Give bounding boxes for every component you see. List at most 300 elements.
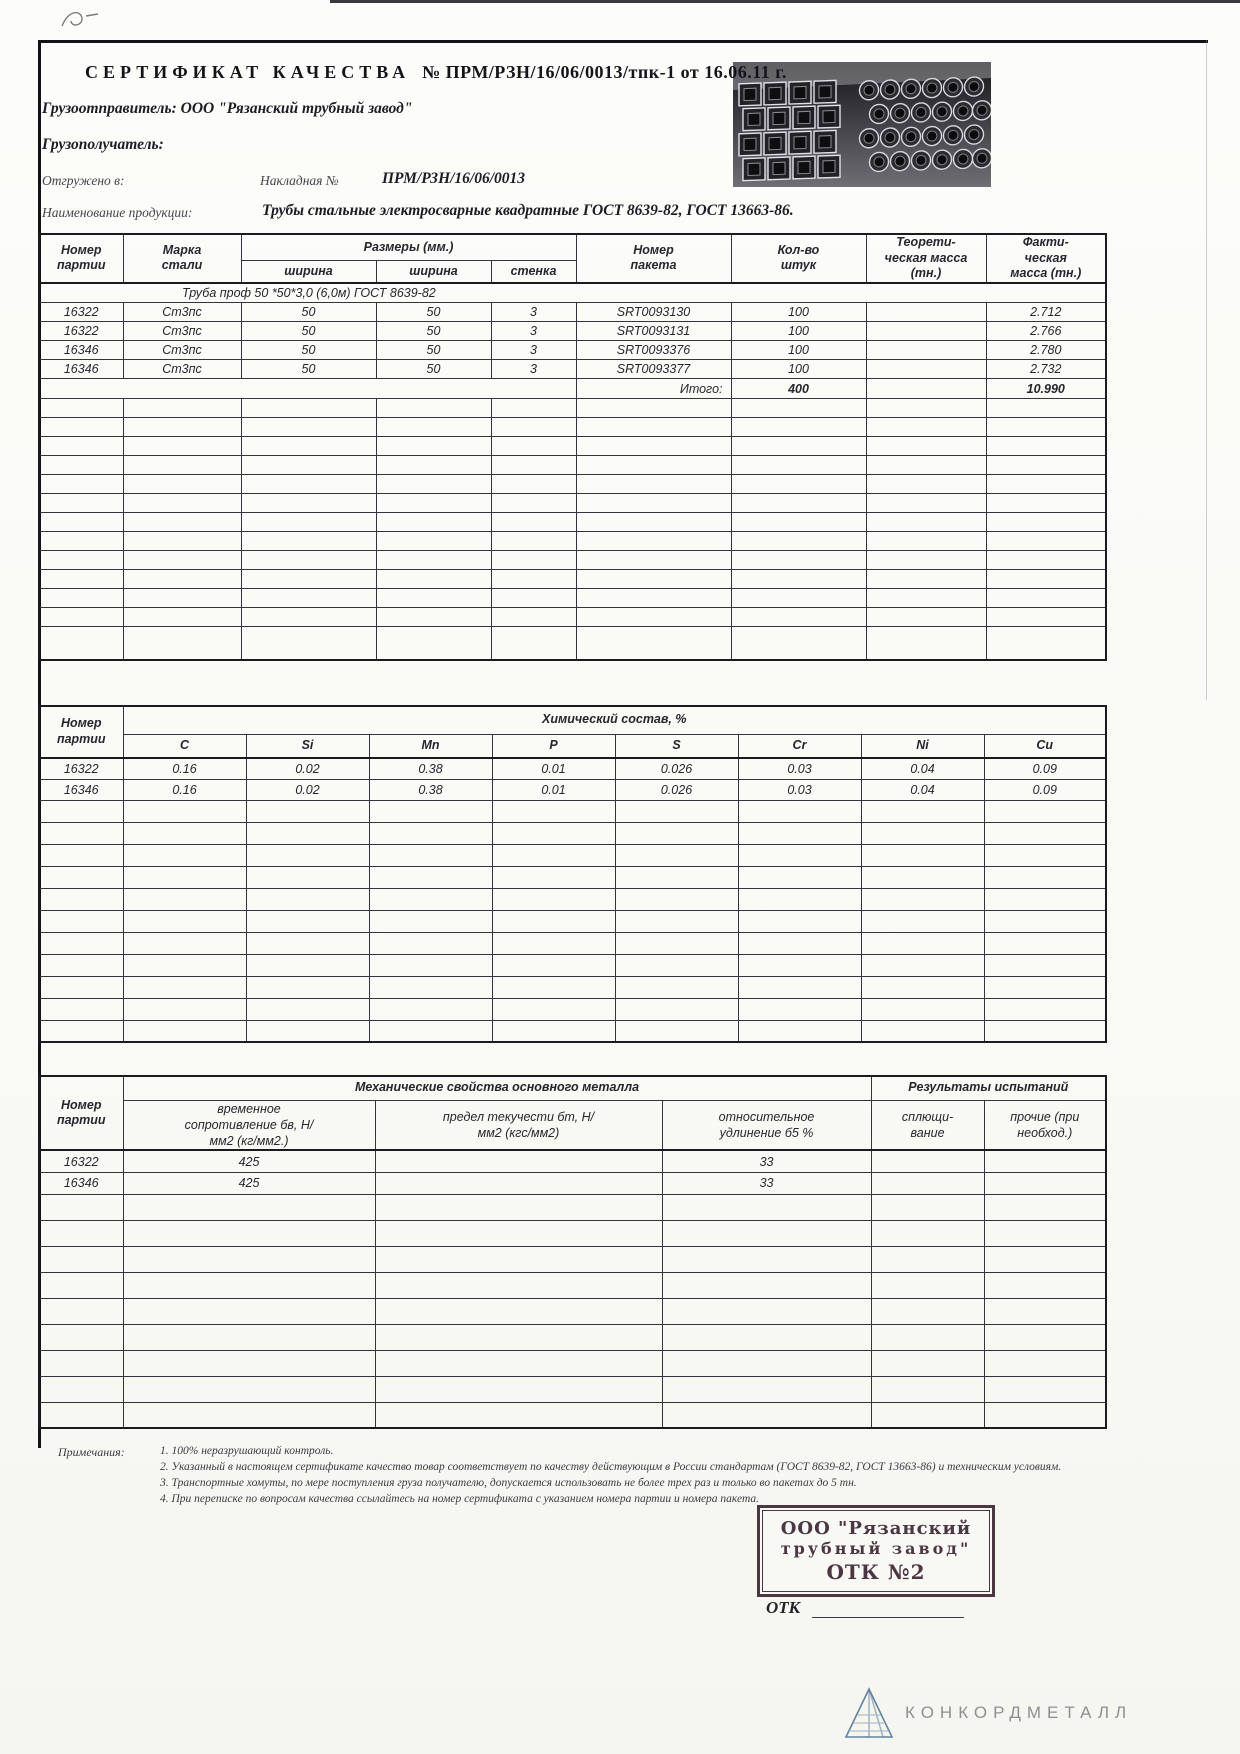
width2-cell: 50 xyxy=(376,322,491,341)
empty-cell xyxy=(576,456,731,475)
empty-row xyxy=(39,418,1106,437)
empty-cell xyxy=(662,1194,871,1220)
main-header-row-1 xyxy=(39,234,1106,260)
empty-cell xyxy=(984,800,1106,822)
empty-cell xyxy=(241,589,376,608)
pyramid-logo-icon xyxy=(843,1686,895,1740)
empty-cell xyxy=(123,418,241,437)
empty-cell xyxy=(375,1376,662,1402)
empty-row xyxy=(39,399,1106,418)
value-cell: 0.026 xyxy=(615,779,738,800)
total-theo-mass xyxy=(866,379,986,399)
fact-mass-cell: 2.780 xyxy=(986,341,1106,360)
empty-cell xyxy=(241,437,376,456)
empty-cell xyxy=(492,1020,615,1042)
yield-cell xyxy=(375,1150,662,1172)
empty-cell xyxy=(866,475,986,494)
empty-cell xyxy=(376,399,491,418)
other-cell xyxy=(984,1150,1106,1172)
empty-cell xyxy=(866,570,986,589)
empty-row xyxy=(39,1298,1106,1324)
table-row xyxy=(39,322,1106,341)
empty-cell xyxy=(492,888,615,910)
tensile-cell: 425 xyxy=(123,1172,375,1194)
empty-cell xyxy=(246,866,369,888)
empty-cell xyxy=(576,475,731,494)
empty-cell xyxy=(123,513,241,532)
empty-cell xyxy=(861,866,984,888)
empty-cell xyxy=(492,954,615,976)
empty-cell xyxy=(369,976,492,998)
stamp-line-2: трубный завод" xyxy=(780,1539,972,1559)
value-cell: 0.04 xyxy=(861,779,984,800)
empty-cell xyxy=(662,1298,871,1324)
empty-cell xyxy=(123,475,241,494)
empty-cell xyxy=(39,1194,123,1220)
empty-cell xyxy=(39,888,123,910)
empty-row xyxy=(39,844,1106,866)
empty-cell xyxy=(39,1272,123,1298)
package-cell: SRT0093376 xyxy=(576,341,731,360)
empty-cell xyxy=(986,532,1106,551)
empty-cell xyxy=(871,1350,984,1376)
empty-cell xyxy=(986,418,1106,437)
note-item: 1. 100% неразрушающий контроль. xyxy=(160,1445,334,1457)
empty-cell xyxy=(39,866,123,888)
empty-cell xyxy=(246,800,369,822)
width2-cell: 50 xyxy=(376,360,491,379)
scan-edge-artifact xyxy=(330,0,1240,3)
empty-cell xyxy=(39,532,123,551)
empty-cell xyxy=(866,513,986,532)
empty-cell xyxy=(871,1376,984,1402)
empty-cell xyxy=(376,475,491,494)
empty-cell xyxy=(986,570,1106,589)
empty-row xyxy=(39,494,1106,513)
empty-cell xyxy=(369,1020,492,1042)
empty-row xyxy=(39,570,1106,589)
empty-cell xyxy=(123,1272,375,1298)
empty-cell xyxy=(984,932,1106,954)
value-cell: 0.01 xyxy=(492,758,615,779)
empty-cell xyxy=(39,589,123,608)
empty-cell xyxy=(731,475,866,494)
empty-cell xyxy=(731,627,866,660)
otk-stamp xyxy=(757,1505,995,1597)
theo-mass-cell xyxy=(866,341,986,360)
konkordmetall-logo xyxy=(843,1686,1132,1740)
empty-cell xyxy=(866,627,986,660)
element-header-cr: Cr xyxy=(738,734,861,758)
empty-cell xyxy=(241,627,376,660)
empty-cell xyxy=(866,418,986,437)
tensile-cell: 425 xyxy=(123,1150,375,1172)
empty-row xyxy=(39,456,1106,475)
mechanical-table xyxy=(38,1075,1107,1429)
shipped-to-label: Отгружено в: xyxy=(42,173,125,188)
empty-cell xyxy=(615,976,738,998)
empty-cell xyxy=(375,1402,662,1428)
empty-cell xyxy=(491,399,576,418)
empty-cell xyxy=(731,399,866,418)
empty-cell xyxy=(376,589,491,608)
table-row xyxy=(39,779,1106,800)
empty-cell xyxy=(39,456,123,475)
empty-cell xyxy=(376,570,491,589)
empty-cell xyxy=(986,608,1106,627)
chem-group-header: Химический состав, % xyxy=(123,706,1106,734)
product-group-label: Труба проф 50 *50*3,0 (6,0м) ГОСТ 8639-82 xyxy=(39,283,1106,303)
empty-cell xyxy=(491,589,576,608)
empty-cell xyxy=(123,589,241,608)
empty-cell xyxy=(984,954,1106,976)
empty-cell xyxy=(986,589,1106,608)
empty-row xyxy=(39,608,1106,627)
empty-cell xyxy=(39,1220,123,1246)
batch-cell: 16346 xyxy=(39,360,123,379)
empty-cell xyxy=(576,418,731,437)
empty-row xyxy=(39,475,1106,494)
chemical-table xyxy=(38,705,1107,1043)
empty-cell xyxy=(376,437,491,456)
theo-mass-cell xyxy=(866,360,986,379)
empty-cell xyxy=(492,976,615,998)
shipper-label: Грузоотправитель: xyxy=(42,100,177,117)
fact-mass-cell: 2.766 xyxy=(986,322,1106,341)
empty-cell xyxy=(984,1298,1106,1324)
main-table xyxy=(38,233,1107,661)
empty-cell xyxy=(246,910,369,932)
empty-cell xyxy=(246,954,369,976)
empty-cell xyxy=(576,437,731,456)
empty-cell xyxy=(615,800,738,822)
empty-cell xyxy=(241,551,376,570)
empty-row xyxy=(39,932,1106,954)
empty-cell xyxy=(492,910,615,932)
empty-cell xyxy=(39,976,123,998)
total-fact-mass: 10.990 xyxy=(986,379,1106,399)
value-cell: 0.09 xyxy=(984,779,1106,800)
empty-cell xyxy=(491,608,576,627)
empty-cell xyxy=(39,1324,123,1350)
empty-cell xyxy=(369,800,492,822)
empty-row xyxy=(39,910,1106,932)
empty-cell xyxy=(39,475,123,494)
total-label: Итого: xyxy=(576,379,731,399)
flattening-cell xyxy=(871,1150,984,1172)
empty-cell xyxy=(375,1272,662,1298)
empty-row xyxy=(39,437,1106,456)
note-item: 2. Указанный в настоящем сертификате качество товар соответствует по качеству действующим в России стандартам (ГОСТ 8639-82, ГОСТ 13663-86) и техническим условиям. xyxy=(160,1461,1062,1473)
empty-row xyxy=(39,1194,1106,1220)
empty-cell xyxy=(39,822,123,844)
empty-cell xyxy=(738,932,861,954)
grade-cell: Ст3пс xyxy=(123,322,241,341)
empty-cell xyxy=(241,532,376,551)
empty-row xyxy=(39,1376,1106,1402)
empty-cell xyxy=(491,627,576,660)
empty-cell xyxy=(123,1376,375,1402)
empty-cell xyxy=(123,1298,375,1324)
empty-cell xyxy=(375,1298,662,1324)
empty-cell xyxy=(241,494,376,513)
empty-cell xyxy=(492,932,615,954)
empty-cell xyxy=(738,888,861,910)
empty-cell xyxy=(246,822,369,844)
element-header-c: C xyxy=(123,734,246,758)
empty-cell xyxy=(731,551,866,570)
empty-cell xyxy=(615,1020,738,1042)
col-width2-header: ширина xyxy=(376,260,491,282)
empty-cell xyxy=(376,494,491,513)
empty-cell xyxy=(738,800,861,822)
empty-cell xyxy=(123,608,241,627)
empty-row xyxy=(39,1220,1106,1246)
empty-cell xyxy=(376,532,491,551)
batch-cell: 16322 xyxy=(39,1150,123,1172)
other-tests-header: прочие (при необход.) xyxy=(984,1100,1106,1150)
signature-line xyxy=(812,1601,964,1618)
empty-row xyxy=(39,1324,1106,1350)
empty-cell xyxy=(39,1376,123,1402)
empty-cell xyxy=(123,1020,246,1042)
empty-cell xyxy=(376,513,491,532)
notes-label: Примечания: xyxy=(58,1445,125,1459)
mech-props-group-header: Механические свойства основного металла xyxy=(123,1076,871,1100)
qty-cell: 100 xyxy=(731,341,866,360)
width1-cell: 50 xyxy=(241,341,376,360)
value-cell: 0.16 xyxy=(123,779,246,800)
empty-cell xyxy=(662,1376,871,1402)
batch-cell: 16322 xyxy=(39,322,123,341)
width1-cell: 50 xyxy=(241,303,376,322)
empty-row xyxy=(39,1246,1106,1272)
empty-cell xyxy=(491,532,576,551)
empty-cell xyxy=(123,494,241,513)
note-item: 4. При переписке по вопросам качества ссылайтесь на номер сертификата с указанием номера партии и номера пакета. xyxy=(160,1493,760,1505)
empty-cell xyxy=(246,976,369,998)
empty-cell xyxy=(375,1220,662,1246)
empty-cell xyxy=(986,513,1106,532)
empty-cell xyxy=(123,570,241,589)
value-cell: 0.02 xyxy=(246,758,369,779)
empty-row xyxy=(39,800,1106,822)
empty-cell xyxy=(615,932,738,954)
empty-cell xyxy=(662,1402,871,1428)
empty-cell xyxy=(738,998,861,1020)
table-row xyxy=(39,303,1106,322)
waybill-value: ПРМ/РЗН/16/06/0013 xyxy=(382,170,526,187)
empty-cell xyxy=(984,1272,1106,1298)
empty-cell xyxy=(123,1220,375,1246)
empty-cell xyxy=(491,418,576,437)
empty-cell xyxy=(738,822,861,844)
empty-cell xyxy=(984,1246,1106,1272)
empty-cell xyxy=(369,910,492,932)
empty-cell xyxy=(861,844,984,866)
empty-cell xyxy=(246,888,369,910)
value-cell: 0.03 xyxy=(738,779,861,800)
empty-cell xyxy=(615,888,738,910)
elongation-cell: 33 xyxy=(662,1150,871,1172)
element-header-cu: Cu xyxy=(984,734,1106,758)
mech-tests-group-header: Результаты испытаний xyxy=(871,1076,1106,1100)
col-batch-header: Номер партии xyxy=(39,234,123,283)
empty-cell xyxy=(871,1298,984,1324)
empty-row xyxy=(39,627,1106,660)
empty-cell xyxy=(123,822,246,844)
col-theo-mass-header: Теорети-ческая масса (тн.) xyxy=(866,234,986,283)
empty-cell xyxy=(866,589,986,608)
empty-cell xyxy=(123,800,246,822)
empty-cell xyxy=(123,998,246,1020)
value-cell: 0.38 xyxy=(369,779,492,800)
mech-batch-header: Номер партии xyxy=(39,1076,123,1150)
empty-cell xyxy=(871,1272,984,1298)
empty-cell xyxy=(861,910,984,932)
empty-cell xyxy=(662,1324,871,1350)
empty-cell xyxy=(241,513,376,532)
empty-cell xyxy=(984,1350,1106,1376)
empty-cell xyxy=(576,399,731,418)
empty-cell xyxy=(861,954,984,976)
product-group-row xyxy=(39,283,1106,303)
empty-cell xyxy=(576,551,731,570)
page-title xyxy=(85,62,787,83)
empty-cell xyxy=(246,998,369,1020)
empty-cell xyxy=(375,1194,662,1220)
empty-cell xyxy=(375,1246,662,1272)
empty-cell xyxy=(662,1272,871,1298)
empty-cell xyxy=(738,844,861,866)
empty-cell xyxy=(576,494,731,513)
grade-cell: Ст3пс xyxy=(123,303,241,322)
consignee-label: Грузополучатель: xyxy=(42,136,164,153)
otk-signature xyxy=(766,1598,964,1618)
empty-cell xyxy=(576,627,731,660)
empty-cell xyxy=(39,437,123,456)
empty-cell xyxy=(731,456,866,475)
empty-cell xyxy=(866,608,986,627)
empty-cell xyxy=(241,475,376,494)
empty-cell xyxy=(615,910,738,932)
empty-cell xyxy=(984,1324,1106,1350)
empty-cell xyxy=(39,998,123,1020)
empty-cell xyxy=(986,399,1106,418)
empty-row xyxy=(39,513,1106,532)
empty-cell xyxy=(986,494,1106,513)
empty-cell xyxy=(871,1246,984,1272)
empty-cell xyxy=(241,456,376,475)
empty-cell xyxy=(662,1350,871,1376)
empty-cell xyxy=(615,822,738,844)
qty-cell: 100 xyxy=(731,303,866,322)
handwritten-mark xyxy=(56,6,104,34)
empty-cell xyxy=(369,822,492,844)
empty-cell xyxy=(984,822,1106,844)
empty-cell xyxy=(241,399,376,418)
empty-cell xyxy=(369,888,492,910)
table-row xyxy=(39,360,1106,379)
empty-cell xyxy=(376,418,491,437)
empty-cell xyxy=(861,998,984,1020)
chem-header-row-1 xyxy=(39,706,1106,734)
empty-cell xyxy=(123,866,246,888)
empty-cell xyxy=(861,800,984,822)
waybill-label: Накладная № xyxy=(260,173,339,188)
wall-cell: 3 xyxy=(491,341,576,360)
empty-row xyxy=(39,1402,1106,1428)
empty-cell xyxy=(984,1376,1106,1402)
table-row xyxy=(39,758,1106,779)
empty-cell xyxy=(984,910,1106,932)
total-qty: 400 xyxy=(731,379,866,399)
frame-border-top xyxy=(38,40,1208,43)
shipper-line xyxy=(42,100,412,118)
empty-cell xyxy=(376,551,491,570)
empty-cell xyxy=(861,1020,984,1042)
empty-cell xyxy=(375,1324,662,1350)
empty-cell xyxy=(491,551,576,570)
empty-cell xyxy=(123,532,241,551)
empty-cell xyxy=(615,954,738,976)
batch-cell: 16346 xyxy=(39,779,123,800)
empty-cell xyxy=(123,627,241,660)
mech-header-row-1 xyxy=(39,1076,1106,1100)
width1-cell: 50 xyxy=(241,322,376,341)
empty-cell xyxy=(731,418,866,437)
empty-cell xyxy=(866,494,986,513)
logo-text: КОНКОРДМЕТАЛЛ xyxy=(905,1703,1133,1722)
empty-cell xyxy=(241,570,376,589)
empty-cell xyxy=(576,589,731,608)
empty-cell xyxy=(492,844,615,866)
wall-cell: 3 xyxy=(491,303,576,322)
empty-cell xyxy=(39,551,123,570)
empty-cell xyxy=(615,844,738,866)
empty-cell xyxy=(376,627,491,660)
empty-row xyxy=(39,976,1106,998)
empty-cell xyxy=(491,456,576,475)
element-header-si: Si xyxy=(246,734,369,758)
col-dims-header: Размеры (мм.) xyxy=(241,234,576,260)
empty-cell xyxy=(738,1020,861,1042)
wall-cell: 3 xyxy=(491,322,576,341)
empty-row xyxy=(39,888,1106,910)
title-number: № ПРМ/РЗН/16/06/0013/тпк-1 от 16.06.11 г. xyxy=(422,62,787,82)
value-cell: 0.38 xyxy=(369,758,492,779)
empty-cell xyxy=(984,998,1106,1020)
empty-cell xyxy=(123,976,246,998)
value-cell: 0.02 xyxy=(246,779,369,800)
empty-cell xyxy=(662,1220,871,1246)
empty-row xyxy=(39,822,1106,844)
empty-cell xyxy=(123,1324,375,1350)
empty-cell xyxy=(369,954,492,976)
batch-cell: 16346 xyxy=(39,341,123,360)
empty-cell xyxy=(866,399,986,418)
empty-row xyxy=(39,998,1106,1020)
shipper-value: ООО "Рязанский трубный завод" xyxy=(180,100,413,117)
table-row xyxy=(39,341,1106,360)
empty-cell xyxy=(871,1402,984,1428)
empty-cell xyxy=(39,954,123,976)
empty-cell xyxy=(576,608,731,627)
empty-cell xyxy=(369,844,492,866)
width2-cell: 50 xyxy=(376,341,491,360)
empty-cell xyxy=(39,418,123,437)
total-row xyxy=(39,379,1106,399)
